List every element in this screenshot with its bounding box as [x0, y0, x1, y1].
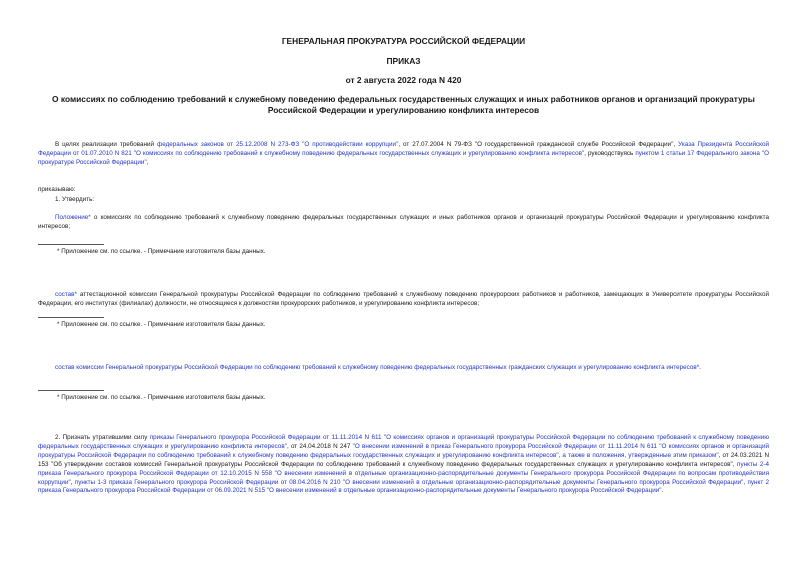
- link-prosecutor-law[interactable]: пунктом 1 статьи 17 Федерального закона "О прокуратуре Российской Федерации": [38, 149, 770, 166]
- preamble-text: В целях реализации требований: [55, 141, 158, 148]
- link-order-515[interactable]: пункт 2 приказа Генерального прокурора Российской Федерации от 06.09.2021 N 515 "О внесении изменений в отдельные организационно-распорядительные документы Генерального прокурора Российской Федерации": [38, 478, 770, 495]
- item-2-text: ,: [743, 478, 748, 486]
- preamble-text: ,: [146, 158, 149, 166]
- order-word: приказываю:: [38, 186, 76, 193]
- item-1-label: 1. Утвердить:: [55, 196, 95, 203]
- item-2-paragraph: [38, 434, 769, 496]
- item-2-text: .: [661, 487, 664, 495]
- approve-text: .: [699, 364, 701, 371]
- document-title: О комиссиях по соблюдению требований к служебному поведению федеральных государственных служащих и иных работников органов и организаций прокуратуры Российской Федерации и урегулированию конфликта интересов: [52, 94, 755, 115]
- item-2-text: ,: [70, 478, 75, 486]
- item-2-text: 2. Признать утратившими силу: [55, 434, 150, 441]
- link-order-611[interactable]: приказы Генерального прокурора Российской Федерации от 11.11.2014 N 611 "О комиссиях органов и организаций прокуратуры Российской Федерации по соблюдению требований к служебному поведению федеральных государственных служащих и урегулированию конфликта интересов": [38, 434, 769, 450]
- agency-heading: ГЕНЕРАЛЬНАЯ ПРОКУРАТУРА РОССИЙСКОЙ ФЕДЕРАЦИИ: [281, 36, 526, 46]
- approve-item-2: [38, 291, 769, 309]
- link-presidential-decree[interactable]: Указа Президента Российской Федерации от 01.07.2010 N 821 "О комиссиях по соблюдению требований к служебному поведению федеральных государственных служащих и урегулированию конфликта интересов": [38, 141, 770, 157]
- preamble-text: , руководствуясь: [584, 149, 636, 157]
- footnote: * Приложение см. по ссылке. - Примечание изготовителя базы данных.: [57, 248, 266, 255]
- approve-text: аттестационной комиссии Генеральной прокуратуры Российской Федерации по соблюдению требований к служебному поведению прокурорских работников и работников, замещающих в Университете прокуратуры Российской Федерации, его институтах (филиалах) должности, не относящиеся к должностям прокурорских работников, и урегулированию конфликта интересов;: [38, 291, 769, 307]
- link-regulation[interactable]: Положение*: [55, 214, 91, 221]
- link-order-210[interactable]: пункты 1-3 приказа Генерального прокурора Российской Федерации от 08.04.2016 N 210 "О внесении изменений в отдельные организационно-распорядительные документы Генерального прокурора Российской Федерации": [74, 478, 744, 486]
- link-order-247[interactable]: "О внесении изменений в приказ Генерального прокурора Российской Федерации от 11.11.2014 N 611 "О комиссиях органов и организаций прокуратуры Российской Федерации по соблюдению требований к служебному поведению федеральных государственных служащих и урегулированию конфликта интересов", а также в положения, утвержденные этим приказом": [38, 442, 769, 459]
- link-attestation-commission[interactable]: состав*: [55, 291, 77, 298]
- link-order-558[interactable]: пункты 2-4 приказа Генерального прокурора Российской Федерации от 12.10.2015 N 558 "О внесении изменений в отдельные организационно-распорядительные документы Генерального прокурора Российской Федерации по вопросам противодействия коррупции": [38, 460, 769, 486]
- approve-item-3: [38, 364, 769, 373]
- footnote-divider: [38, 244, 104, 245]
- footnote-divider: [38, 390, 104, 391]
- footnote-divider: [38, 317, 104, 318]
- approve-item-1: [38, 214, 769, 232]
- doc-type-heading: ПРИКАЗ: [386, 56, 421, 66]
- footnote: * Приложение см. по ссылке. - Примечание изготовителя базы данных.: [57, 321, 266, 328]
- item-2-text: , от 24.03.2021 N 153 "Об утверждении составов комиссий Генеральной прокуратуры Российской Федерации по соблюдению требований к служебному поведению федеральных государственных служащих и урегулированию конфликта интересов",: [38, 451, 769, 468]
- date-number-heading: от 2 августа 2022 года N 420: [345, 75, 462, 85]
- link-anticorruption-law[interactable]: федеральных законов от 25.12.2008 N 273-ФЗ "О противодействии коррупции": [157, 141, 399, 148]
- item-2-text: , от 24.04.2018 N 247: [286, 442, 353, 450]
- preamble-paragraph: [38, 141, 769, 168]
- footnote: * Приложение см. по ссылке. - Примечание изготовителя базы данных.: [57, 394, 266, 401]
- preamble-text: , от 27.07.2004 N 79-ФЗ "О государственной гражданской службе Российской Федерации",: [398, 141, 679, 148]
- link-commission-composition[interactable]: состав комиссии Генеральной прокуратуры Российской Федерации по соблюдению требований к служебному поведению федеральных государственных гражданских служащих и урегулированию конфликта интересов*: [55, 364, 700, 371]
- approve-text: о комиссиях по соблюдению требований к служебному поведению федеральных государственных служащих и иных работников органов и организаций прокуратуры Российской Федерации и урегулированию конфликта интересов;: [38, 214, 769, 230]
